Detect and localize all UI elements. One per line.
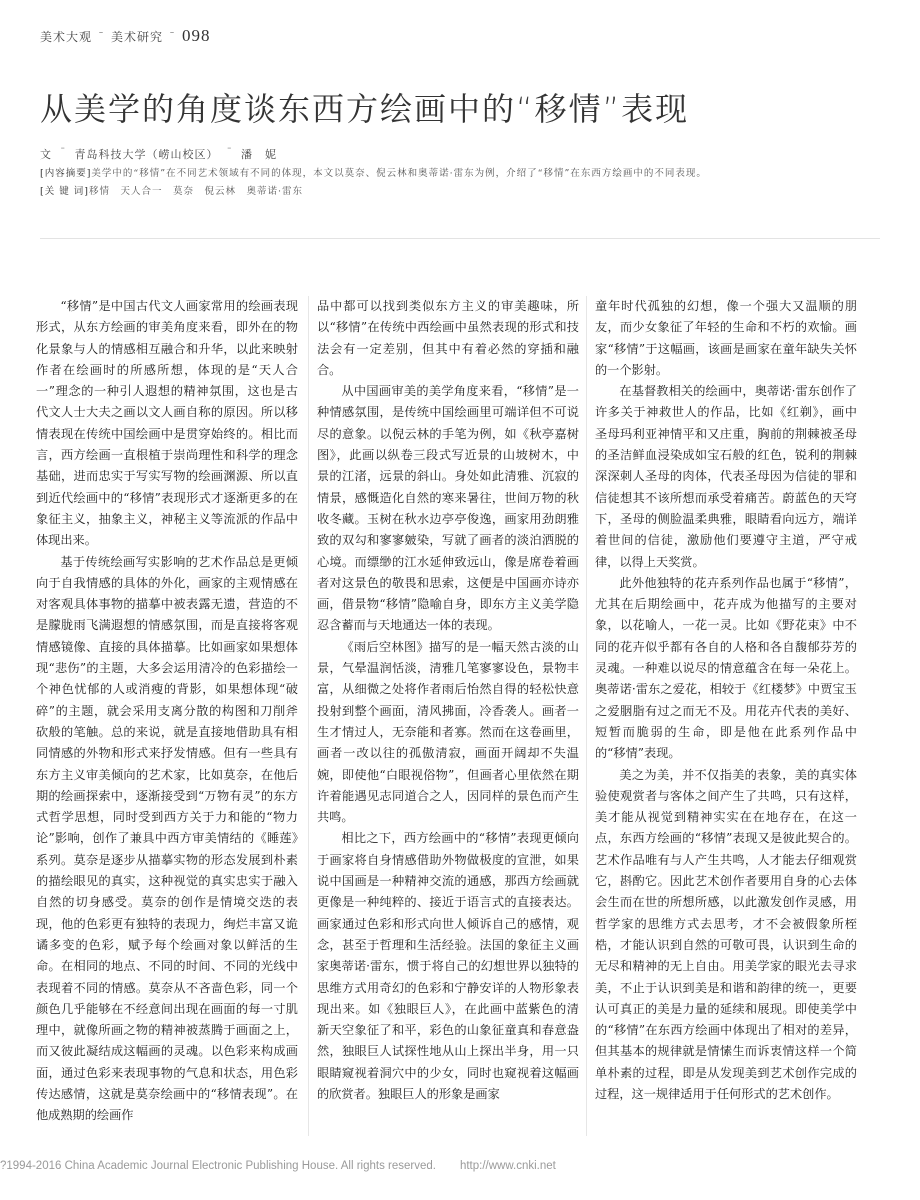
column-rule xyxy=(586,296,587,1136)
author-prefix: 文 xyxy=(40,148,52,161)
abstract xyxy=(40,165,707,179)
author-separator: ¯ xyxy=(60,146,67,159)
paragraph: 在基督教相关的绘画中，奥蒂诺·雷东创作了许多关于神救世人的作品，比如《红剃》，画中圣母玛利亚神情平和又庄重，胸前的荆棘被圣母的圣洁鲜血浸染成如宝石般的红色，锐利的荆棘深深刺人圣母的肉体，代表圣母因为信徒的罪和信徒想其不该所想而承受着痛苦。蔚蓝色的天穹下，圣母的侧脸温柔典雅，眼睛看向远方，端详着世间的信徒，激励他们要遵守主道，严守戒律，以得上天奖赏。 xyxy=(595,384,857,569)
body-column-2 xyxy=(317,296,579,1136)
author-affiliation: 青岛科技大学（崂山校区） xyxy=(74,148,219,161)
author-name: 潘 妮 xyxy=(241,148,277,161)
page-footer xyxy=(0,1160,920,1172)
author-separator: ¯ xyxy=(226,146,233,159)
header-divider xyxy=(40,238,880,239)
page-number: 098 xyxy=(182,26,211,45)
body-column-3 xyxy=(595,296,857,1136)
paragraph: 相比之下，西方绘画中的“移情”表现更倾向于画家将自身情感借助外物做极度的宣泄，如果说中国画是一种精神交流的通感，那西方绘画就更像是一种纯粹的、接近于语言式的直接表达。画家通过色彩和形式向世人倾诉自己的感情，观念，甚至于哲理和生活经验。法国的象征主义画家奥蒂诺·雷东，惯于将自己的幻想世界以独特的思维方式用奇幻的色彩和宁静安详的人物形象表现出来。如《独眼巨人》，在此画中蓝紫色的清新天空象征了和平，彩色的山象征童真和春意盎然，独眼巨人试探性地从山上探出半身，用一只眼睛窥视着洞穴中的少女，同时也窥视着这幅画的欣赏者。独眼巨人的形象是画家 xyxy=(317,831,579,1101)
paragraph: 从中国画审美的美学角度来看，“移情”是一种情感氛围，是传统中国绘画里可端详但不可说尽的意象。以倪云林的手笔为例，如《秋亭嘉树图》，此画以纵卷三段式写近景的山坡树木，中景的江渚，远景的斜山。身处如此清雅、沉寂的情景，感慨造化自然的寒来暑往，世间万物的秋收冬藏。玉树在秋水边亭亭俊逸，画家用劲朗雅致的双勾和寥寥皴染，写就了画者的淡泊洒脱的心境。而缥缈的江水延伸致远山，像是席卷着画者对这景色的敬畏和思索，这便是中国画亦诗亦画，借景物“移情”隐喻自身，即东方主义美学隐忍含蓄而与天地通达一体的表现。 xyxy=(317,384,579,633)
header-separator: ¯ xyxy=(169,30,177,44)
abstract-label: [内容摘要] xyxy=(40,168,92,179)
paragraph: 美之为美，并不仅指美的表象，美的真实体验使观赏者与客体之间产生了共鸣，只有这样，美才能从视觉到精神实实在在地存在，在这一点，东西方绘画的“移情”表现又是彼此契合的。艺术作品唯有与人产生共鸣，人才能去仔细观赏它，斟酌它。因此艺术创作者要用自身的心去体会生而在世的所想所感，以此激发创作灵感，用哲学家的思维方式去思考，才不会被假象所桎梏，才能认识到自然的可敬可畏，认识到生命的无尽和精神的无上自由。用美学家的眼光去寻求美，不止于认识到美是和谐和韵律的统一，更要认可真正的美是力量的延续和展现。即使美学中的“移情”在东西方绘画中体现出了相对的差异，但其基本的规律就是情愫生而诉衷情这样一个简单朴素的过程，即是从发现美到艺术创作完成的过程，这一规律适用于任何形式的艺术创作。 xyxy=(595,767,857,1101)
paragraph: 基于传统绘画写实影响的艺术作品总是更倾向于自我情感的具体的外化，画家的主观情感在对客观具体事物的描摹中被表露无遗，营造的不是朦胧雨飞满遐想的情感氛围，而是直接将客观情感镜像、直接的具体描摹。比如画家如果想体现“悲伤”的主题，大多会运用清冷的色彩描绘一个神色忧郁的人或消瘦的背影，如果想体现“破碎”的主题，就会采用支离分散的构图和刀削斧砍般的笔触。总的来说，就是直接地借助具有相同情感的外物和形式来抒发情感。但有一些具有东方主义审美倾向的艺术家，比如莫奈，在他后期的绘画探索中，逐渐接受到“万物有灵”的东方式哲学思想，同时受到西方关于力和能的“物力论”影响，创作了兼具中西方审美情结的《睡莲》系列。莫奈是逐步从描摹实物的形态发展到朴素的描绘眼见的真实，这种视觉的真实忠实于融入自然的切身感受。莫奈的创作是情境交迭的表现，他的色彩更有独特的表现力，绚烂丰富又诡谲多变的色彩，赋予每个绘画对象以鲜活的生命。在相同的地点、不同的时间、不同的光线中表现着不同的情感。莫奈从不吝啬色彩，同一个颜色几乎能够在不经意间出现在画面的每一寸肌理中，就像所画之物的精神被蒸腾于画面之上，而又彼此凝结成这幅画的灵魂。以色彩来构成画面，通过色彩来表现事物的气息和状态，用色彩传达感情，这就是莫奈绘画中的“移情表现”。在他成熟期的绘画作 xyxy=(36,554,298,1123)
paragraph: 此外他独特的花卉系列作品也属于“移情”，尤其在后期绘画中，花卉成为他描写的主要对象，以花喻人，一花一灵。比如《野花束》中不同的花卉似乎都有各自的人格和各自馥郁芬芳的灵魂。一种难以说尽的情意蕴含在每一朵花上。奥蒂诺·雷东之爱花，相较于《红楼梦》中贾宝玉之爱胭脂有过之而无不及。用花卉代表的美好、短暂而脆弱的生命，即是他在此系列作品中的“移情”表现。 xyxy=(595,575,857,761)
author-line xyxy=(40,146,277,162)
section-name: 美术研究 xyxy=(111,30,164,44)
journal-name: 美术大观 xyxy=(40,30,93,44)
keywords xyxy=(40,183,303,197)
abstract-text: 美学中的“移情”在不同艺术领域有不同的体现，本文以莫奈、倪云林和奥蒂诺·雷东为例，介绍了“移情”在东西方绘画中的不同表现。 xyxy=(91,168,707,179)
keywords-text: 移情 天人合一 莫奈 倪云林 奥蒂诺·雷东 xyxy=(88,186,303,197)
paragraph: 童年时代孤独的幻想，像一个强大又温顺的朋友，而少女象征了年轻的生命和不朽的欢愉。画家“移情”于这幅画，该画是画家在童年缺失关怀的一个影射。 xyxy=(595,299,857,377)
copyright-notice: ?1994-2016 China Academic Journal Electronic Publishing House. All rights reserved. xyxy=(0,1160,436,1172)
header-separator: ¯ xyxy=(98,30,106,44)
paragraph: 《雨后空林图》描写的是一幅天然古淡的山景，气晕温润恬淡，清雅几笔寥寥设色，景物丰富，从细微之处将作者雨后怡然自得的轻松快意投射到整个画面，清风拂面，冷香袭人。画者一生才情过人，无奈能和者寡。然而在这卷画里，画者一改以往的孤傲清寂，画面开阔却不失温婉，即使他“白眼视俗物”，但画者心里依然在期许着能遇见志同道合之人，因同样的景色而产生共鸣。 xyxy=(317,639,579,825)
body-column-1 xyxy=(36,296,298,1136)
paragraph: 品中都可以找到类似东方主义的审美趣味，所以“移情”在传统中西绘画中虽然表现的形式和技法会有一定差别，但其中有着必然的穿插和融合。 xyxy=(317,299,579,377)
running-header xyxy=(40,26,211,46)
article-title: 从美学的角度谈东西方绘画中的“移情”表现 xyxy=(40,90,690,128)
footer-url[interactable]: http://www.cnki.net xyxy=(459,1160,556,1172)
keywords-label: [关 键 词] xyxy=(40,186,89,197)
paragraph: “移情”是中国古代文人画家常用的绘画表现形式，从东方绘画的审美角度来看，即外在的物化景象与人的情感相互融合和升华，以此来映射作者在绘画时的所感所想，体现的是“天人合一”理念的一种引人遐想的精神氛围，这也是古代文人士大夫之画以文人画自称的原因。所以移情表现在传统中国绘画中是贯穿始终的。相比而言，西方绘画一直根植于崇尚理性和科学的理念基础，进而忠实于写实写物的绘画渊源、所以直到近代绘画中的“移情”表现形式才逐渐更多的在象征主义，抽象主义，神秘主义等流派的作品中体现出来。 xyxy=(36,299,298,548)
column-rule xyxy=(308,296,309,1136)
